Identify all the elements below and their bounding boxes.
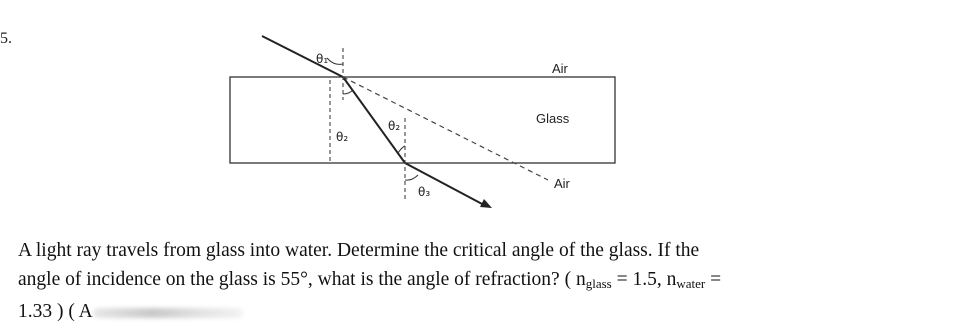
- air-bottom-label: Air: [554, 176, 570, 191]
- dashed-extension-line: [343, 77, 548, 180]
- question-text: [18, 237, 938, 327]
- question-line-1: A light ray travels from glass into water. Determine the critical angle of the glass. If the: [18, 240, 700, 261]
- incident-ray: [262, 36, 343, 77]
- question-number: 5.: [0, 30, 12, 47]
- air-top-label: Air: [552, 61, 568, 76]
- emergent-ray: [405, 163, 484, 205]
- question-line-2a: angle of incidence on the glass is 55°, what is the angle of refraction? ( n: [18, 268, 586, 290]
- question-line-2c: =: [705, 268, 722, 290]
- theta-3-label: θ₃: [418, 185, 431, 199]
- question-line-2b: = 1.5, n: [611, 268, 677, 290]
- n-glass-subscript: glass: [585, 275, 612, 291]
- glass-label: Glass: [536, 111, 570, 126]
- theta-1-label: θ₁: [316, 52, 329, 66]
- arrow-head-icon: [480, 199, 492, 208]
- theta-2-right-label: θ₂: [388, 119, 401, 133]
- angle-arc-1: [327, 58, 343, 64]
- obscured-answer-region: [93, 308, 243, 318]
- angle-arc-2: [343, 90, 353, 94]
- theta-2-left-label: θ₂: [336, 130, 349, 144]
- angle-arc-3: [405, 175, 418, 180]
- angle-arc-2b: [398, 146, 405, 153]
- question-line-3: 1.33 ) ( A: [18, 301, 93, 322]
- n-water-subscript: water: [676, 275, 706, 291]
